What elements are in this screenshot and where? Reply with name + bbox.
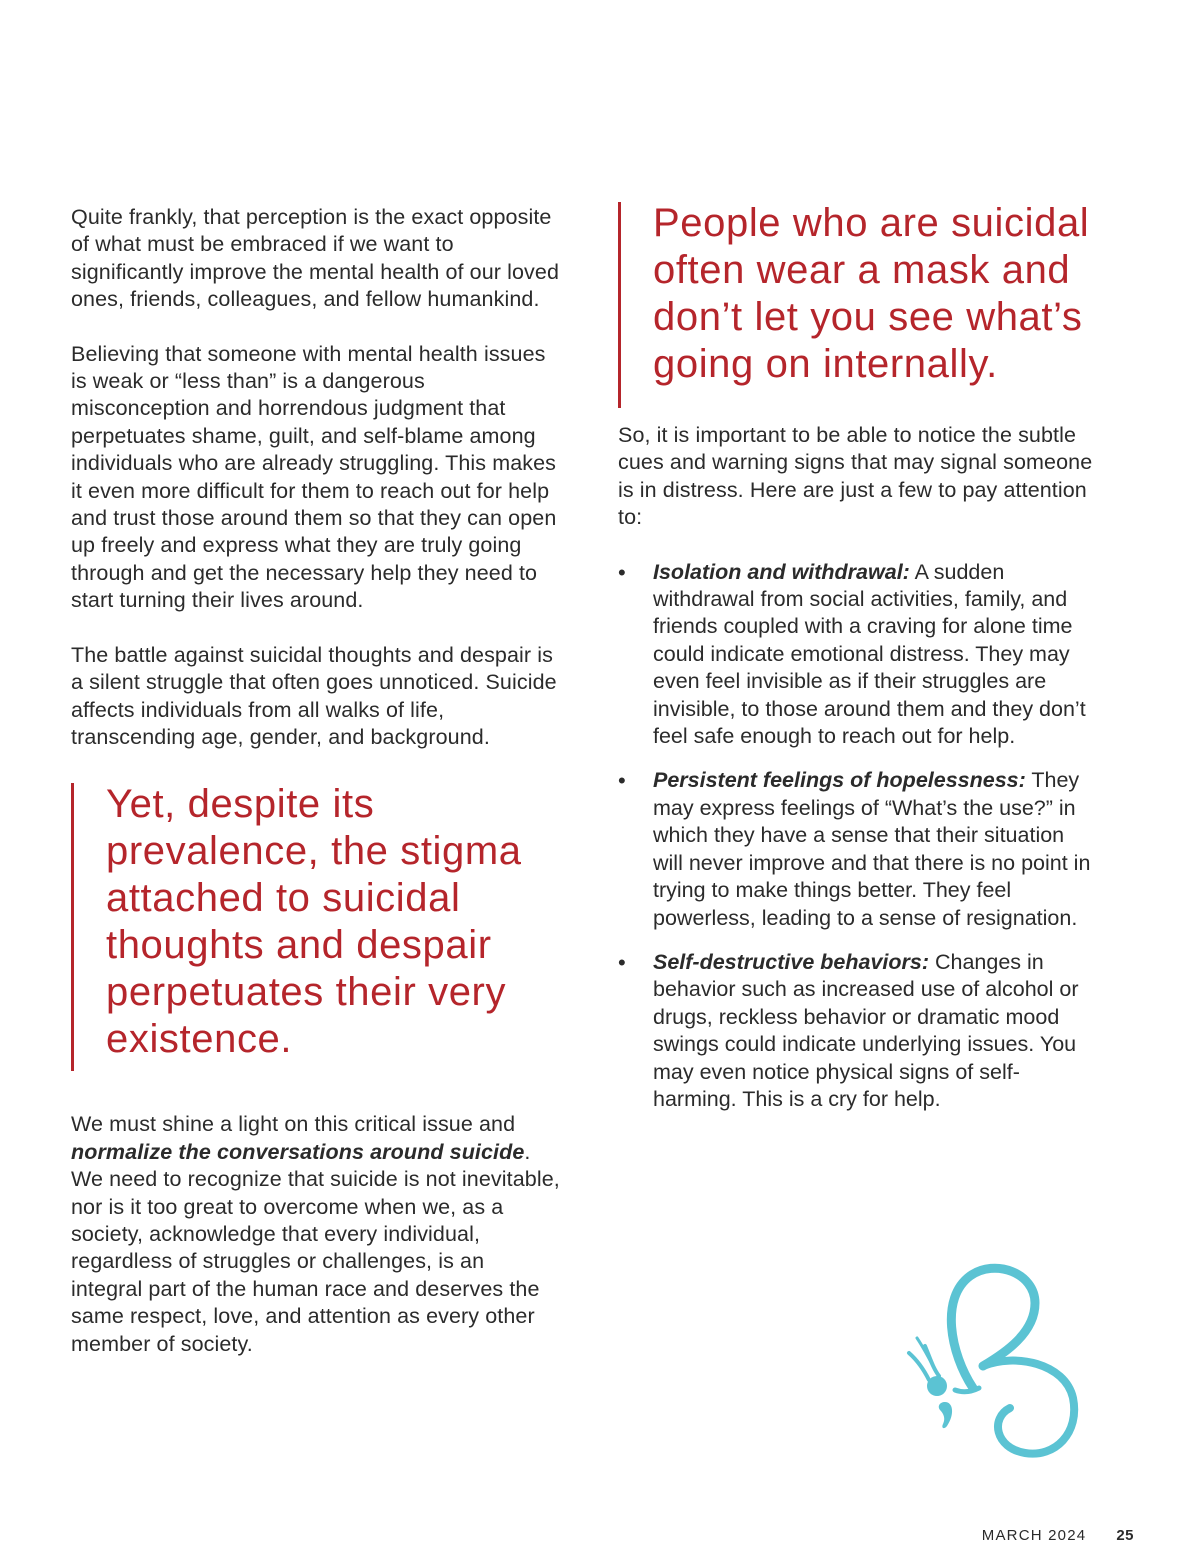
sign-title: Persistent feelings of hopelessness: xyxy=(653,768,1026,793)
list-item xyxy=(618,559,1098,751)
warning-signs-list xyxy=(618,559,1098,1114)
bullet-icon: • xyxy=(618,768,626,794)
sign-text: They may express feelings of “What’s the use?” in which they have a sense that their situation will never improve and that there is no point in trying to make things better. They feel powerless, leading to a sense of resignation. xyxy=(653,768,1091,930)
left-pull-quote xyxy=(71,781,561,1063)
issue-date: MARCH 2024 xyxy=(981,1527,1087,1544)
sign-text: A sudden withdrawal from social activities, family, and friends coupled with a craving for alone time could indicate emotional distress. They may even feel invisible as if their struggles are invisible, to those around them and they don’t feel safe enough to reach out for help. xyxy=(653,559,1086,749)
page-footer xyxy=(982,1527,1134,1544)
pull-quote-bar xyxy=(618,202,621,408)
left-paragraph-1: Quite frankly, that perception is the exact opposite of what must be embraced if we want to significantly improve the mental health of our loved ones, friends, colleagues, and fellow humankind. xyxy=(71,205,560,312)
left-paragraph-4-start: We must shine a light on this critical issue and xyxy=(71,1112,516,1137)
left-paragraph-4-emphasis: normalize the conversations around suicide xyxy=(71,1139,525,1164)
bullet-icon: • xyxy=(618,949,626,975)
left-pull-quote-text: Yet, despite its prevalence, the stigma attached to suicidal thoughts and despair perpetuates their very existence. xyxy=(106,782,522,1062)
bullet-icon: • xyxy=(618,559,626,585)
sign-text: Changes in behavior such as increased use of alcohol or drugs, reckless behavior or dramatic mood swings could indicate underlying issues. You may even notice physical signs of self-harming. This is a cry for help. xyxy=(653,949,1079,1111)
left-paragraph-4 xyxy=(71,1111,561,1358)
list-item xyxy=(618,767,1098,931)
right-pull-quote xyxy=(618,200,1098,388)
right-column xyxy=(618,200,1098,1130)
right-pull-quote-text: People who are suicidal often wear a mask and don’t let you see what’s going on internally. xyxy=(653,201,1090,386)
right-intro: So, it is important to be able to notice the subtle cues and warning signs that may signal someone is in distress. Here are just a few to pay attention to: xyxy=(618,423,1093,530)
left-paragraph-3: The battle against suicidal thoughts and despair is a silent struggle that often goes unnoticed. Suicide affects individuals from all walks of life, transcending age, gender, and background. xyxy=(71,642,557,749)
list-item xyxy=(618,949,1098,1113)
pull-quote-bar xyxy=(71,783,74,1071)
butterfly-semicolon-logo-icon xyxy=(895,1258,1085,1468)
left-paragraph-2: Believing that someone with mental health issues is weak or “less than” is a dangerous misconception and horrendous judgment that perpetuates shame, guilt, and self-blame among individuals who are already struggling. This makes it even more difficult for them to reach out for help and trust those around them so that they can open up freely and express what they are truly going through and get the necessary help they need to start turning their lives around. xyxy=(71,341,557,613)
page-number: 25 xyxy=(1116,1527,1134,1544)
sign-title: Isolation and withdrawal: xyxy=(653,559,910,584)
sign-title: Self-destructive behaviors: xyxy=(653,949,930,974)
left-column xyxy=(71,204,561,1385)
left-paragraph-4-end: . We need to recognize that suicide is not inevitable, nor is it too great to overcome when we, as a society, acknowledge that every individual, regardless of struggles or challenges, is an integral part of the human race and deserves the same respect, love, and attention as every other member of society. xyxy=(71,1139,560,1356)
